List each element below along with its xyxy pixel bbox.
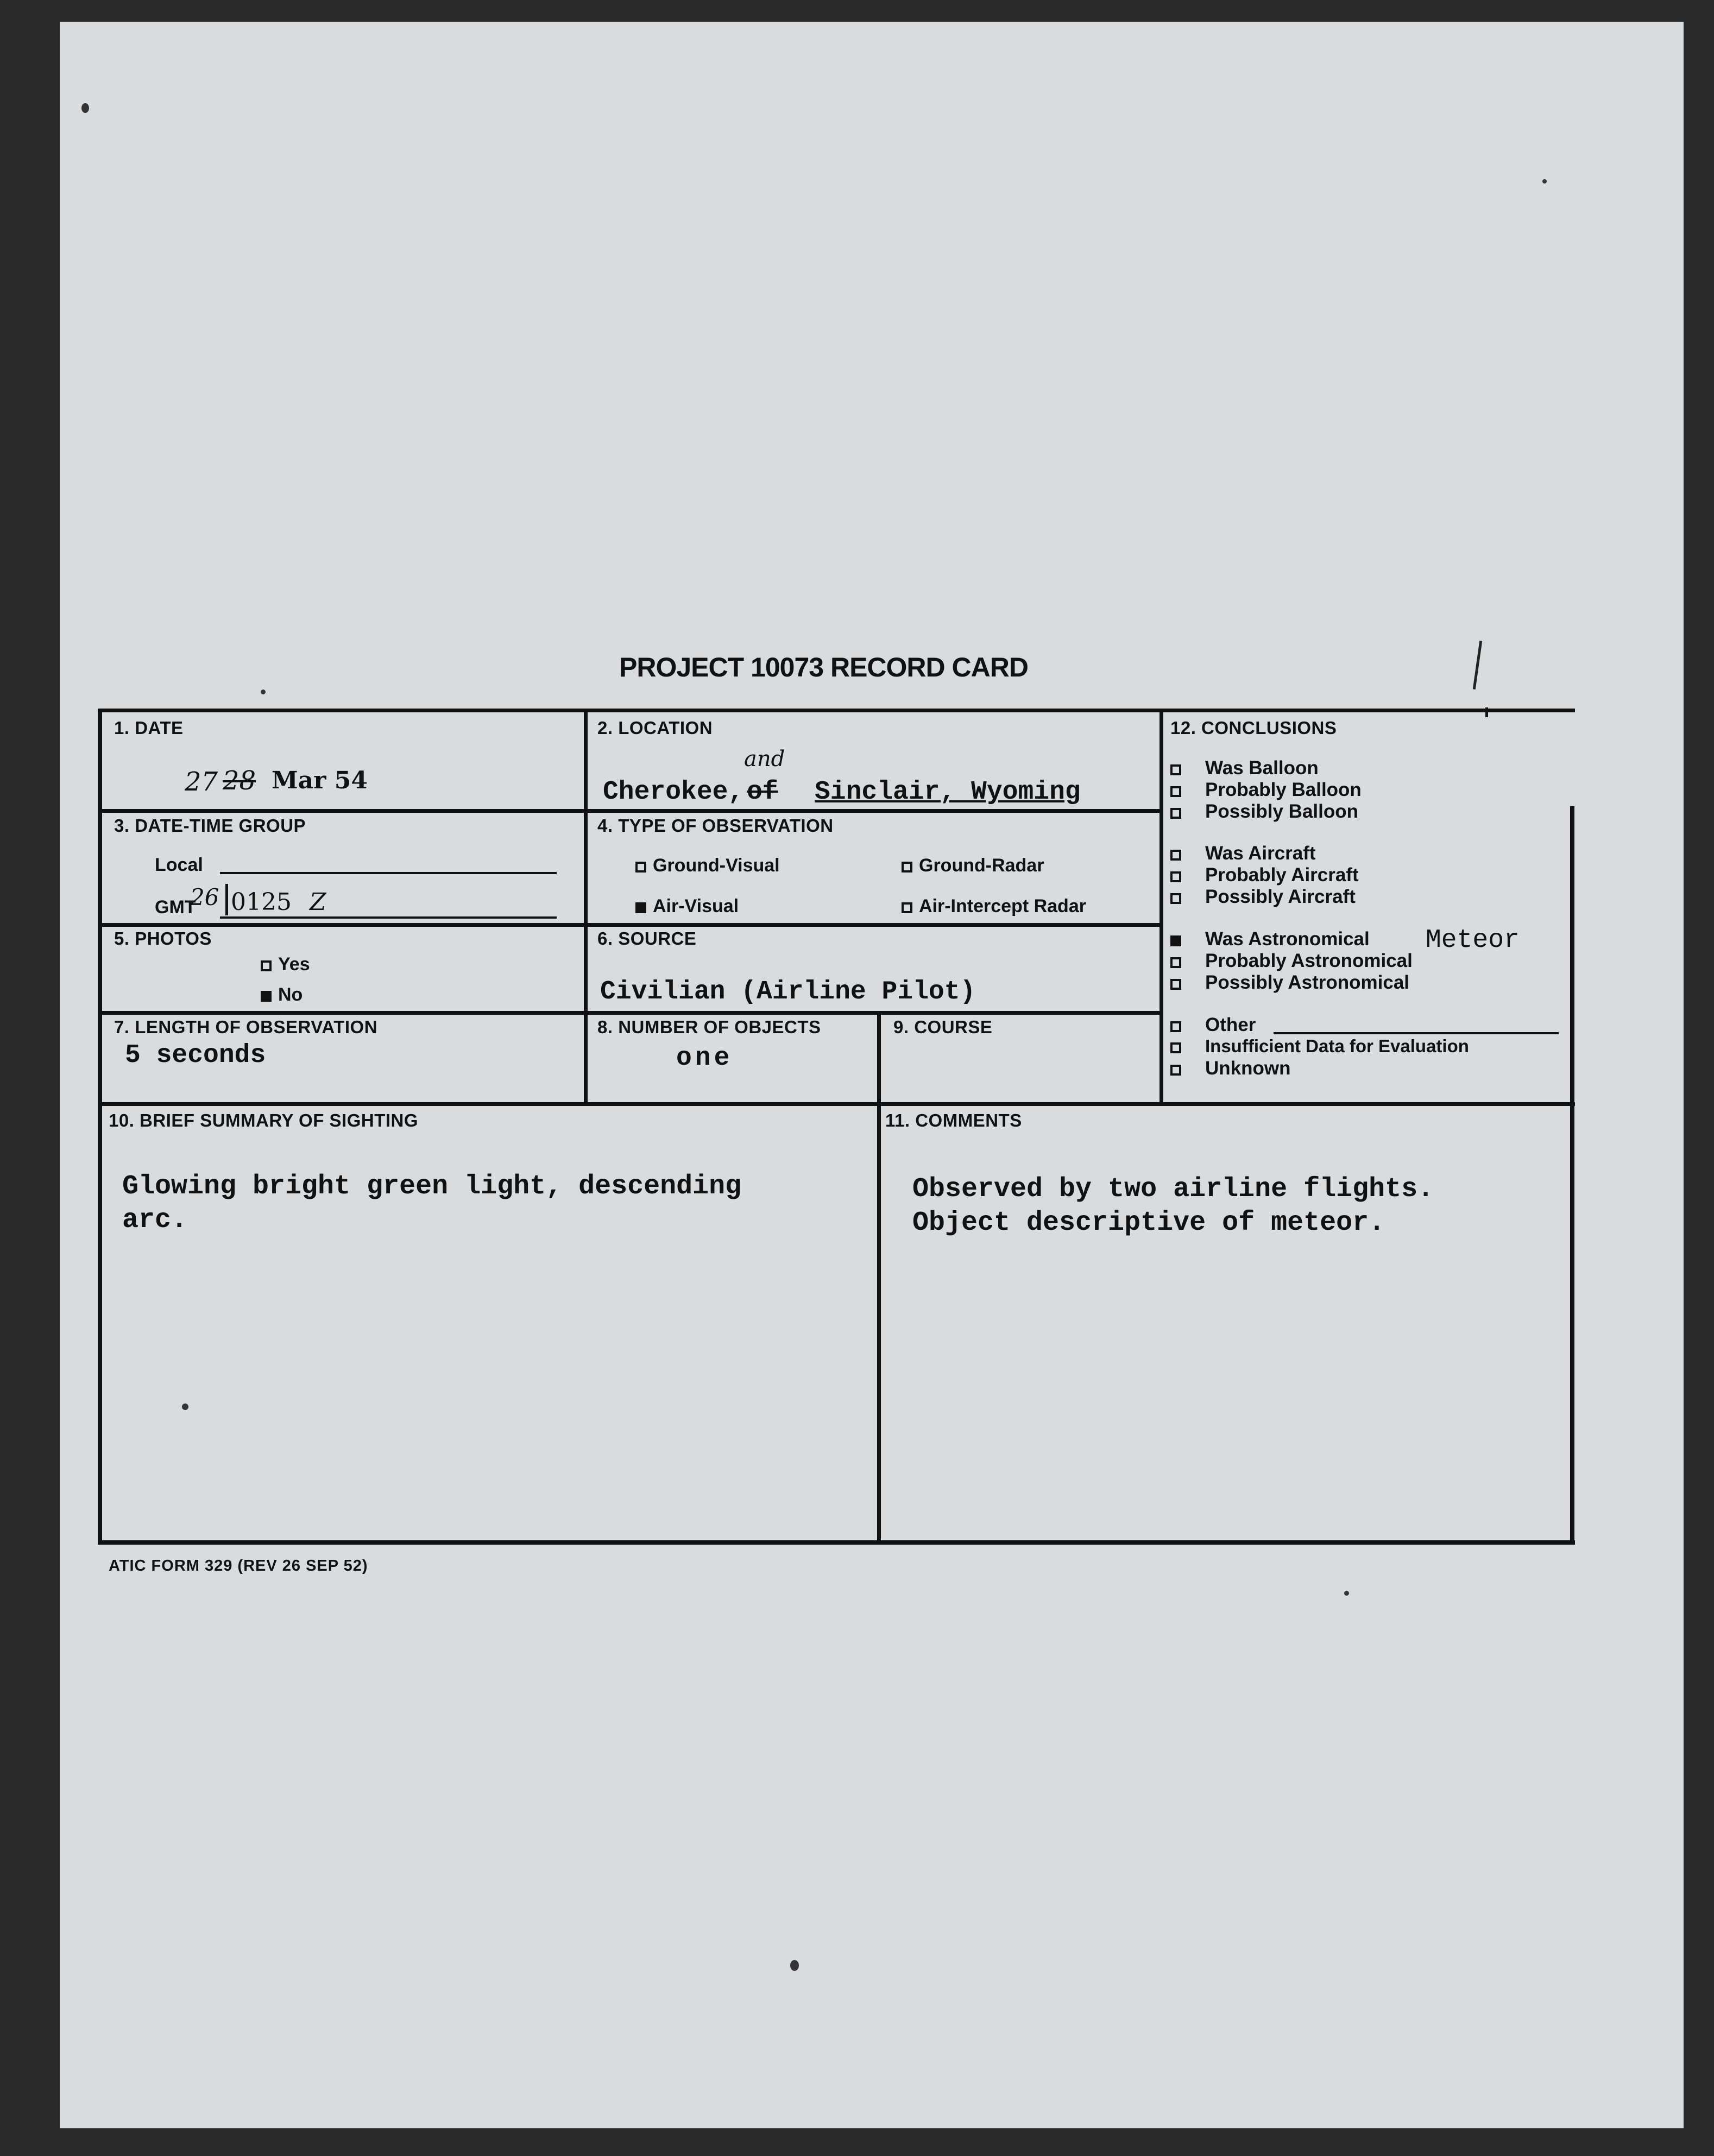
conclusion-was-astronomical: Was Astronomical <box>1170 928 1370 950</box>
conclusion-possibly-balloon: Possibly Balloon <box>1170 801 1358 823</box>
checkbox-other[interactable] <box>1170 1021 1181 1032</box>
divider-col-3 <box>877 1013 881 1545</box>
source-label: 6. SOURCE <box>597 928 697 949</box>
checkbox-photos-yes[interactable] <box>261 960 272 971</box>
obs-ground-visual: Ground-Visual <box>635 855 780 876</box>
scan-speck <box>261 690 266 694</box>
length-label: 7. LENGTH OF OBSERVATION <box>114 1017 378 1037</box>
checkbox-possibly-aircraft[interactable] <box>1170 893 1181 904</box>
conclusion-was-balloon: Was Balloon <box>1170 757 1319 779</box>
date-label: 1. DATE <box>114 718 184 738</box>
conclusion-possibly-aircraft: Possibly Aircraft <box>1170 886 1356 908</box>
location-value-1: Cherokee, <box>603 777 744 807</box>
date-struck: 28 <box>223 766 256 796</box>
photos-yes: Yes <box>261 954 310 975</box>
checkbox-probably-balloon[interactable] <box>1170 786 1181 797</box>
date-day: 27 <box>185 767 218 797</box>
length-value: 5 seconds <box>125 1041 266 1070</box>
obs-air-intercept-radar: Air-Intercept Radar <box>902 896 1086 917</box>
checkbox-unknown[interactable] <box>1170 1065 1181 1076</box>
scan-speck <box>790 1960 799 1971</box>
astronomical-note: Meteor <box>1426 926 1520 955</box>
divider-row-2 <box>98 923 1162 927</box>
conclusion-was-aircraft: Was Aircraft <box>1170 843 1316 864</box>
checkbox-photos-no[interactable] <box>261 991 272 1002</box>
checkbox-was-aircraft[interactable] <box>1170 850 1181 861</box>
conclusion-probably-aircraft: Probably Aircraft <box>1170 864 1359 886</box>
location-label: 2. LOCATION <box>597 718 713 738</box>
comments-line-2: Object descriptive of meteor. <box>912 1207 1385 1238</box>
type-of-observation-label: 4. TYPE OF OBSERVATION <box>597 815 834 836</box>
conclusion-unknown: Unknown <box>1170 1058 1290 1079</box>
summary-label: 10. BRIEF SUMMARY OF SIGHTING <box>109 1110 419 1130</box>
scan-speck <box>1344 1591 1349 1596</box>
comments-label: 11. COMMENTS <box>885 1110 1022 1130</box>
divider-col-2 <box>1160 709 1163 1105</box>
scan-speck <box>1542 179 1547 184</box>
location-insert: and <box>744 747 785 772</box>
checkbox-probably-astronomical[interactable] <box>1170 957 1181 968</box>
dtg-local-label: Local <box>155 855 203 875</box>
conclusion-possibly-astronomical: Possibly Astronomical <box>1170 972 1409 994</box>
date-value: Mar 54 <box>272 767 368 794</box>
card-right-border <box>1570 806 1574 1545</box>
conclusion-probably-balloon: Probably Balloon <box>1170 779 1362 801</box>
dtg-gmt-suffix: Z <box>310 888 326 916</box>
divider-row-1 <box>98 809 1162 813</box>
dtg-local-line <box>220 872 557 874</box>
conclusions-label: 12. CONCLUSIONS <box>1170 718 1337 738</box>
dtg-label: 3. DATE-TIME GROUP <box>114 815 306 836</box>
dtg-slash <box>225 884 228 915</box>
conclusion-insufficient-data: Insufficient Data for Evaluation <box>1170 1036 1469 1057</box>
number-of-objects-value: one <box>676 1044 733 1073</box>
number-of-objects-label: 8. NUMBER OF OBJECTS <box>597 1017 821 1037</box>
checkbox-possibly-balloon[interactable] <box>1170 808 1181 819</box>
dtg-gmt-day: 26 <box>190 884 219 911</box>
checkbox-was-balloon[interactable] <box>1170 764 1181 775</box>
checkbox-ground-radar[interactable] <box>902 862 912 872</box>
dtg-gmt-value: 0125 <box>231 888 292 916</box>
obs-air-visual: Air-Visual <box>635 896 739 917</box>
divider-col-1 <box>584 709 588 1105</box>
card-corner <box>1485 707 1488 717</box>
form-footer: ATIC FORM 329 (REV 26 SEP 52) <box>109 1557 368 1575</box>
source-value: Civilian (Airline Pilot) <box>600 977 976 1007</box>
location-struck: of <box>747 777 778 807</box>
checkbox-possibly-astronomical[interactable] <box>1170 979 1181 990</box>
conclusion-probably-astronomical: Probably Astronomical <box>1170 950 1413 972</box>
dtg-gmt-label: GMT <box>155 897 196 918</box>
card-title: PROJECT 10073 RECORD CARD <box>619 652 1028 682</box>
location-value-2: Sinclair, Wyoming <box>815 777 1081 807</box>
checkbox-ground-visual[interactable] <box>635 862 646 872</box>
summary-line-1: Glowing bright green light, descending <box>122 1171 742 1202</box>
photos-no: No <box>261 984 303 1006</box>
checkbox-probably-aircraft[interactable] <box>1170 871 1181 882</box>
dtg-gmt-line <box>220 916 557 919</box>
course-label: 9. COURSE <box>893 1017 993 1037</box>
checkbox-air-visual[interactable] <box>635 902 646 913</box>
divider-row-4 <box>98 1102 1575 1106</box>
summary-line-2: arc. <box>122 1205 188 1236</box>
conclusion-other: Other <box>1170 1014 1256 1036</box>
checkbox-was-astronomical[interactable] <box>1170 935 1181 946</box>
checkbox-insufficient-data[interactable] <box>1170 1042 1181 1053</box>
comments-line-1: Observed by two airline flights. <box>912 1174 1434 1205</box>
divider-row-3 <box>98 1011 1162 1015</box>
photos-label: 5. PHOTOS <box>114 928 212 949</box>
checkbox-air-intercept-radar[interactable] <box>902 902 912 913</box>
obs-ground-radar: Ground-Radar <box>902 855 1044 876</box>
scan-speck <box>81 103 89 113</box>
other-underline <box>1274 1032 1559 1034</box>
